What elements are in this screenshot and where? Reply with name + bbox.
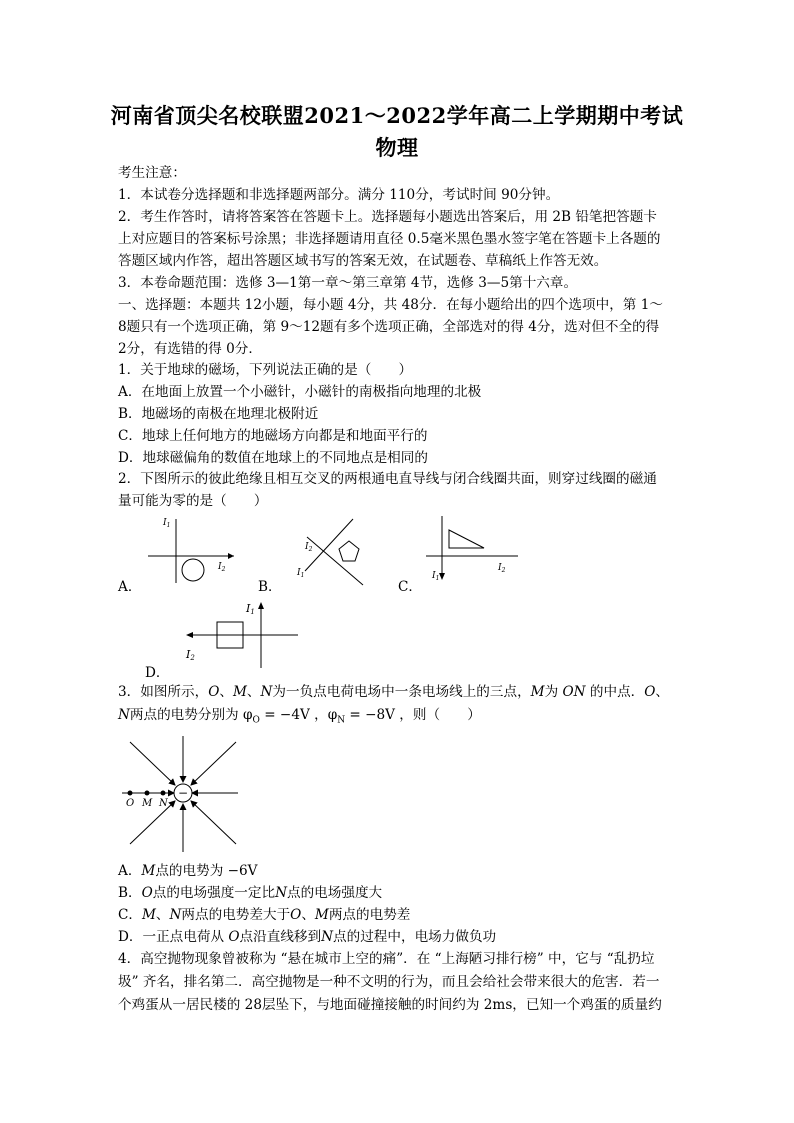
q1-option-a: A．在地面上放置一个小磁针，小磁针的南极指向地理的北极 bbox=[118, 384, 482, 400]
notice-line: 答题区域内作答，超出答题区域书写的答案无效，在试题卷、草稿纸上作答无效。 bbox=[118, 253, 608, 269]
label-o: O bbox=[126, 798, 135, 809]
q1-option-c: C．地球上任何地方的地磁场方向都是和地面平行的 bbox=[118, 428, 428, 444]
charge-sign: − bbox=[178, 786, 189, 800]
q2-figure-c bbox=[424, 514, 524, 586]
i1-label: I1 bbox=[246, 602, 255, 616]
q2-option-c-label: C． bbox=[398, 579, 422, 595]
q1-stem: 1．关于地球的磁场，下列说法正确的是（ ） bbox=[118, 362, 413, 378]
notice-line: 1．本试卷分选择题和非选择题两部分。满分 110分，考试时间 90分钟。 bbox=[118, 187, 560, 203]
notice-line: 2．考生作答时，请将答案答在答题卡上。选择题每小题选出答案后，用 2B 铅笔把答题卡 bbox=[118, 209, 657, 225]
q3-stem-line1: 3．如图所示，O、M、N为一负点电荷电场中一条电场线上的三点，M为 ON 的中点．O、 bbox=[118, 684, 670, 700]
q2-stem: 2．下图所示的彼此绝缘且相互交叉的两根通电直导线与闭合线圈共面，则穿过线圈的磁通 bbox=[118, 471, 657, 487]
notice-line: 3．本卷命题范围：选修 3—1第一章～第三章第 4节，选修 3—5第十六章。 bbox=[118, 275, 578, 291]
q4-stem: 个鸡蛋从一居民楼的 28层坠下，与地面碰撞接触的时间约为 2ms，已知一个鸡蛋的质量约 bbox=[118, 997, 662, 1013]
i2-label: $I_2$ bbox=[218, 562, 226, 573]
q4-stem: 4．高空抛物现象曾被称为 “悬在城市上空的痛”．在 “上海陋习排行榜” 中，它与 “乱扔垃 bbox=[118, 951, 655, 967]
i2-label: $I_2$ bbox=[498, 563, 506, 574]
q3-option-b: B．O点的电场强度一定比N点的电场强度大 bbox=[118, 885, 383, 901]
q1-option-b: B．地磁场的南极在地理北极附近 bbox=[118, 406, 319, 422]
point-m bbox=[145, 791, 150, 796]
q3-stem-line2: N两点的电势分别为 $\varphi_O = -4V$ ，$\varphi_N = -8V$ ，则（ ） bbox=[118, 707, 481, 726]
i1-label: $I_1$ bbox=[432, 571, 440, 582]
q2-option-b-label: B． bbox=[258, 579, 282, 595]
q3-option-c: C．M、N两点的电势差大于O、M两点的电势差 bbox=[118, 907, 411, 923]
i1-label: $I_1$ bbox=[297, 568, 305, 579]
label-m: M bbox=[142, 798, 153, 809]
section-instructions: 8题只有一个选项正确，第 9～12题有多个选项正确，全部选对的得 4分，选对但不全的得 bbox=[118, 319, 660, 335]
i2-label: I2 bbox=[186, 648, 195, 662]
q3-option-a: A．M点的电势为 −6V bbox=[118, 863, 258, 879]
q2-figure-d bbox=[180, 600, 310, 670]
q3-option-d: D．一正点电荷从 O点沿直线移到N点的过程中，电场力做负功 bbox=[118, 929, 497, 945]
q2-figure-a bbox=[146, 515, 236, 585]
q2-figure-b bbox=[293, 517, 373, 589]
section-instructions: 2分，有选错的得 0分． bbox=[118, 341, 262, 357]
i2-label: $I_2$ bbox=[305, 542, 313, 553]
q1-option-d: D．地球磁偏角的数值在地球上的不同地点是相同的 bbox=[118, 450, 428, 466]
point-n bbox=[161, 791, 166, 796]
i1-label: $I_1$ bbox=[163, 518, 171, 529]
page-subtitle: 物理 bbox=[375, 135, 419, 160]
page-title: 河南省顶尖名校联盟2021～2022学年高二上学期期中考试 bbox=[110, 103, 684, 128]
q2-option-a-label: A． bbox=[118, 579, 142, 595]
notice-line: 上对应题目的答案标号涂黑；非选择题请用直径 0.5毫米黑色墨水签字笔在答题卡上各题的 bbox=[118, 231, 661, 247]
point-o bbox=[128, 791, 133, 796]
notice-heading: 考生注意： bbox=[118, 165, 186, 181]
q4-stem: 圾” 齐名，排名第二．高空抛物是一种不文明的行为，而且会给社会带来很大的危害．若一 bbox=[118, 974, 660, 990]
q3-field-figure bbox=[118, 734, 248, 854]
q2-option-d-label: D． bbox=[145, 665, 170, 681]
label-n: N bbox=[159, 798, 168, 809]
section-instructions: 一、选择题：本题共 12小题，每小题 4分，共 48分．在每小题给出的四个选项中，第 1～ bbox=[118, 297, 663, 313]
q2-stem: 量可能为零的是（ ） bbox=[118, 493, 268, 509]
